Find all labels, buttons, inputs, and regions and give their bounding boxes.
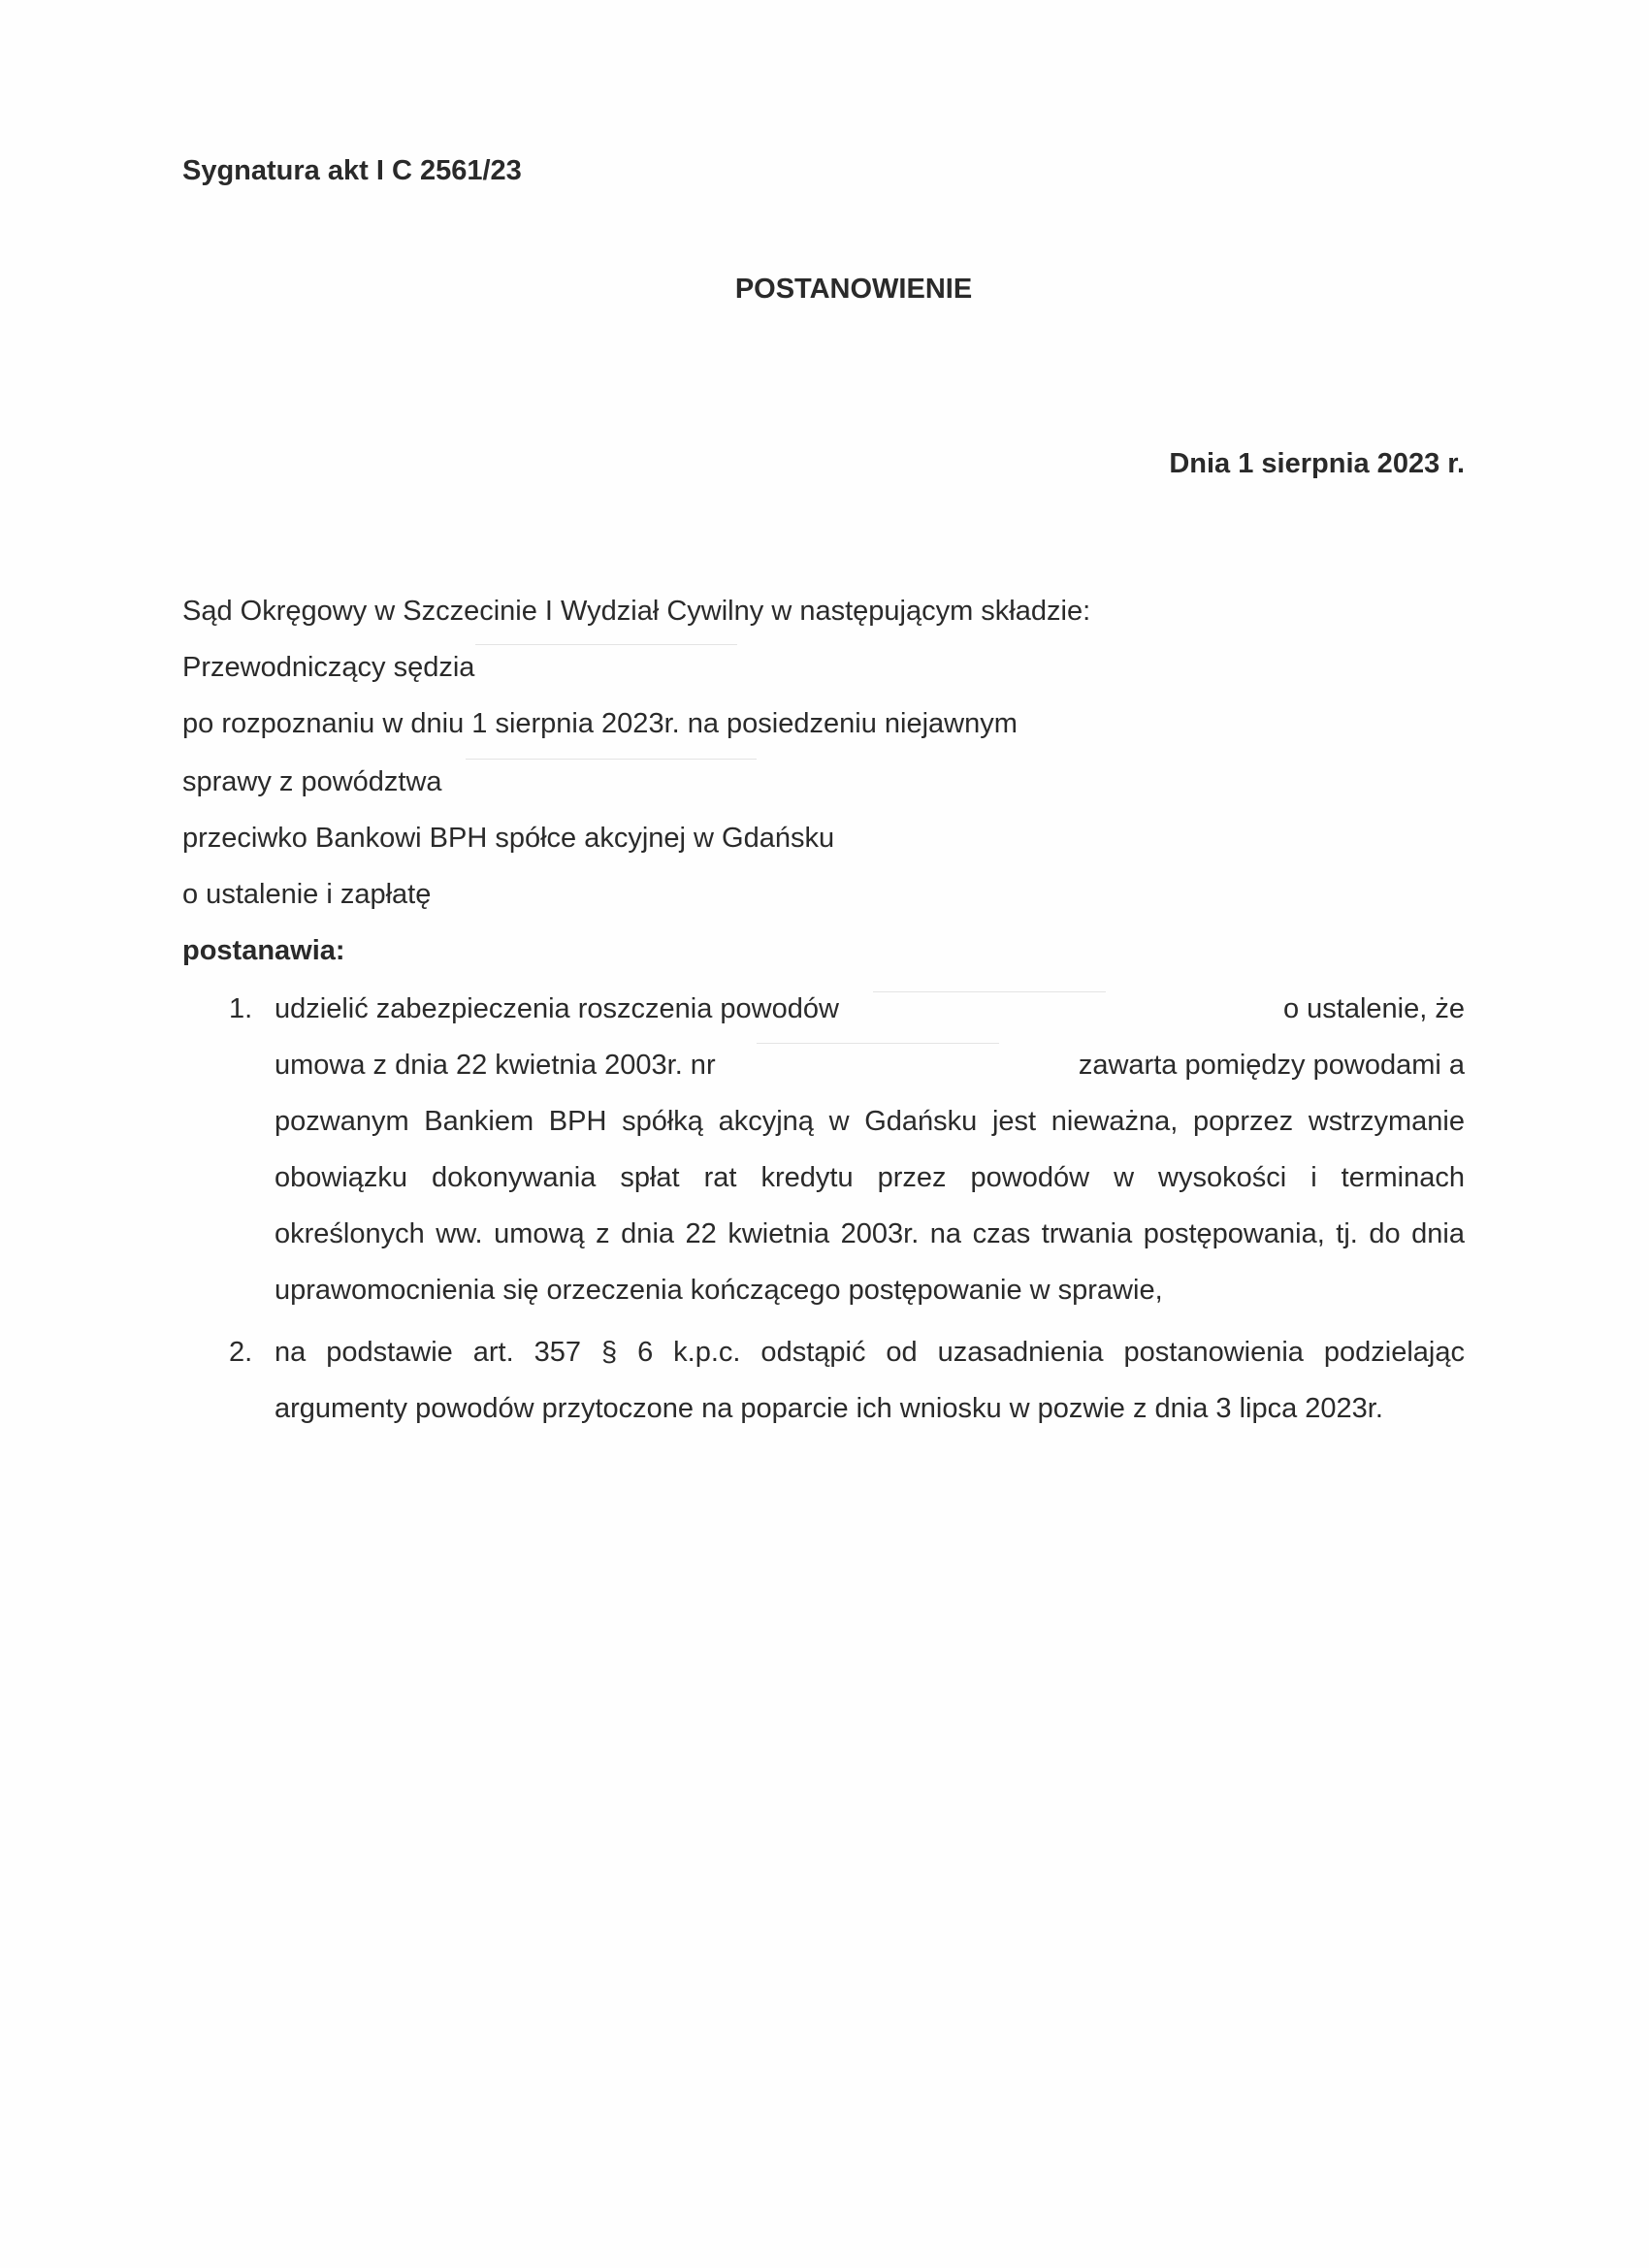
item-line: określonych ww. umową z dnia 22 kwietnia 2003r. na czas trwania postępowania, tj. do dnia (275, 1218, 1465, 1249)
document-title (0, 272, 1649, 307)
item-line: uprawomocnienia się orzeczenia kończącego postępowanie w sprawie, (275, 1275, 1163, 1306)
item-text: zawarta pomiędzy powodami a (1078, 1050, 1465, 1081)
item-text: o ustalenie, że (1282, 993, 1465, 1024)
defendant-line: przeciwko Bankowi BPH spółce akcyjnej w Gdańsku (182, 823, 835, 854)
item-line: argumenty powodów przytoczone na poparcie ich wniosku w pozwie z dnia 3 lipca 2023r. (275, 1393, 1383, 1424)
item-line: obowiązku dokonywania spłat rat kredytu przez powodów w wysokości i terminach (275, 1162, 1465, 1193)
item-number: 2. (229, 1337, 253, 1368)
item-text: udzielić zabezpieczenia roszczenia powodów (275, 993, 839, 1024)
item-number: 1. (229, 993, 253, 1024)
item-line (275, 991, 1465, 1026)
document-date: Dnia 1 sierpnia 2023 r. (1169, 448, 1465, 479)
redaction-mark (466, 759, 757, 760)
redaction-mark (757, 1043, 999, 1044)
court-composition-line: Sąd Okręgowy w Szczecinie I Wydział Cywilny w następującym składzie: (182, 596, 1091, 627)
case-signature: Sygnatura akt I C 2561/23 (182, 155, 522, 186)
redaction-mark (873, 991, 1106, 992)
redaction-mark (475, 644, 737, 645)
hearing-line: po rozpoznaniu w dniu 1 sierpnia 2023r. na posiedzeniu niejawnym (182, 708, 1018, 739)
document-title-text: POSTANOWIENIE (734, 274, 973, 305)
item-line (275, 1048, 1465, 1083)
item-line: pozwanym Bankiem BPH spółką akcyjną w Gdańsku jest nieważna, poprzez wstrzymanie (275, 1106, 1465, 1137)
subject-line: o ustalenie i zapłatę (182, 879, 432, 910)
item-text: umowa z dnia 22 kwietnia 2003r. nr (275, 1050, 716, 1081)
plaintiffs-line: sprawy z powództwa (182, 766, 442, 797)
presiding-judge-line: Przewodniczący sędzia (182, 652, 475, 683)
item-line: na podstawie art. 357 § 6 k.p.c. odstąpić od uzasadnienia postanowienia podzielając (275, 1337, 1465, 1368)
decision-heading: postanawia: (182, 935, 345, 966)
